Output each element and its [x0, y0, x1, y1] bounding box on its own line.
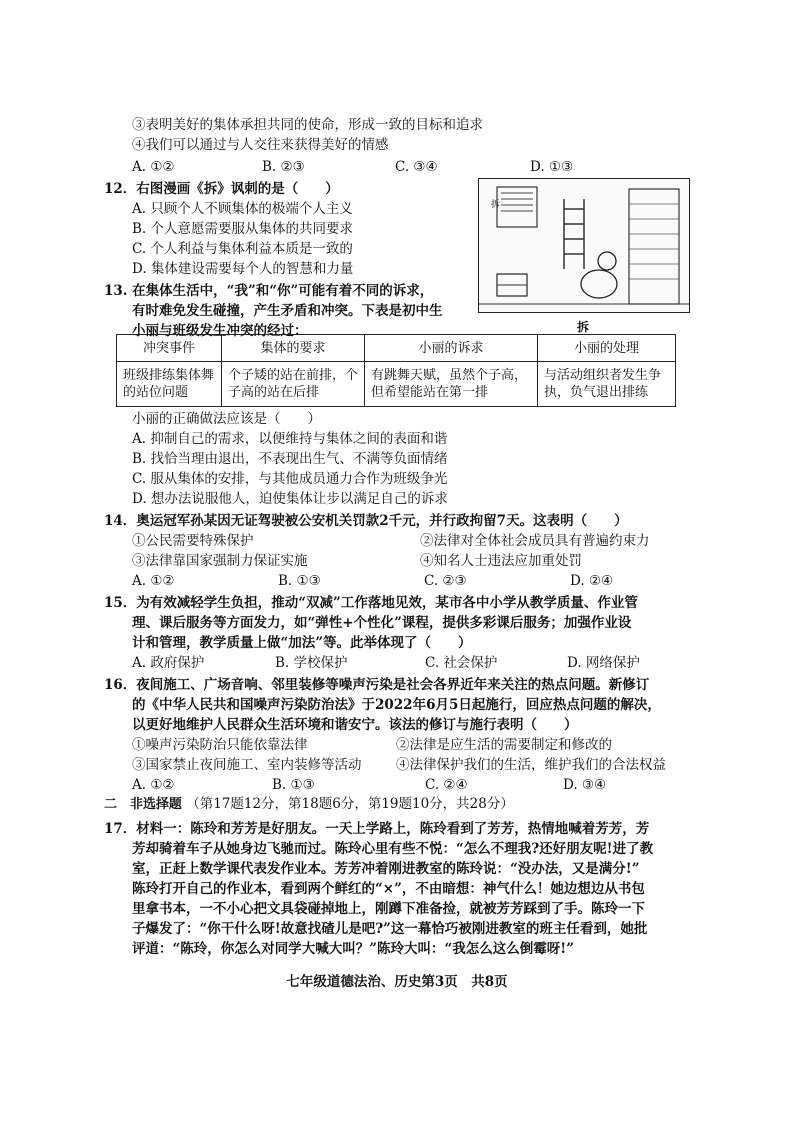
- q16-item-1: ①噪声污染防治只能依靠法律: [132, 737, 308, 753]
- q15-option-c: C. 社会保护: [425, 655, 498, 671]
- q11-item-4: ④我们可以通过与人交往来获得美好的情感: [132, 137, 389, 153]
- q13-stem-line-3: 小丽与班级发生冲突的经过：: [132, 323, 308, 339]
- q16-item-3: ③国家禁止夜间施工、室内装修等活动: [132, 757, 362, 773]
- q14-item-3: ③法律靠国家强制力保证实施: [132, 553, 308, 569]
- q17-line-7: 评道：“陈玲，你怎么对同学大喊大叫？”陈玲大叫：“我怎么这么倒霉呀!”: [132, 941, 574, 957]
- q12-option-b: B. 个人意愿需要服从集体的共同要求: [132, 221, 354, 237]
- q17-line-4: 陈玲打开自己的作业本，看到两个鲜红的“×”，不由暗想：神气什么！她边想边从书包: [132, 881, 645, 897]
- table-header: 集体的要求: [222, 335, 365, 362]
- table-cell: 班级排练集体舞的站位问题: [117, 362, 222, 407]
- q15-stem-line-1: 15．为有效减轻学生负担，推动“双减”工作落地见效，某市各中小学从教学质量、作业管: [104, 595, 638, 611]
- q11-item-3: ③表明美好的集体承担共同的使命，形成一致的目标和追求: [132, 117, 483, 133]
- table-header: 小丽的处理: [538, 335, 676, 362]
- q13-stem-line-2: 有时难免发生碰撞，产生矛盾和冲突。下表是初中生: [132, 303, 443, 319]
- q17-line-5: 里拿书本，一不小心把文具袋碰掉地上，刚蹲下准备捡，就被芳芳踩到了手。陈玲一下: [132, 901, 645, 917]
- q14-option-b: B. ①③: [278, 573, 321, 589]
- q15-option-b: B. 学校保护: [275, 655, 348, 671]
- section-note: （第17题12分，第18题6分，第19题10分，共28分）: [186, 796, 514, 812]
- table-row: [117, 362, 676, 407]
- q17-line-3: 室，正赶上数学课代表发作业本。芳芳冲着刚进教室的陈玲说：“没办法，又是满分!”: [132, 861, 640, 877]
- table-cell: 有跳舞天赋，虽然个子高，但希望能站在第一排: [365, 362, 538, 407]
- conflict-table: [116, 334, 676, 407]
- table-header-row: [117, 335, 676, 362]
- table-cell: 个子矮的站在前排，个子高的站在后排: [222, 362, 365, 407]
- cartoon-drawing: [479, 179, 689, 312]
- cartoon-caption: 拆: [577, 320, 590, 334]
- q13-option-a: A. 抑制自己的需求，以便维持与集体之间的表面和谐: [132, 431, 448, 447]
- q16-option-b: B. ①③: [272, 777, 315, 793]
- q16-stem-line-1: 16．夜间施工、广场音响、邻里装修等噪声污染是社会各界近年来关注的热点问题。新修订: [104, 677, 650, 693]
- q14-item-4: ④知名人士违法应加重处罚: [420, 553, 582, 569]
- q13-option-d: D. 想办法说服他人，迫使集体让步以满足自己的诉求: [132, 491, 448, 507]
- q17-line-6: 子爆发了：“你干什么呀!故意找碴儿是吧?”这一幕恰巧被刚进教室的班主任看到，她批: [132, 921, 648, 937]
- cartoon-image: [478, 178, 690, 313]
- svg-text:拆: 拆: [491, 200, 501, 210]
- q15-stem-line-2: 理、课后服务等方面发力，如“弹性+个性化”课程，提供多彩课后服务；加强作业设: [132, 615, 632, 631]
- q14-option-c: C. ②③: [424, 573, 467, 589]
- table-header: 小丽的诉求: [365, 335, 538, 362]
- q12-option-a: A. 只顾个人不顾集体的极端个人主义: [132, 201, 353, 217]
- section-number: 二: [104, 797, 118, 812]
- q11-option-d: D. ①③: [530, 159, 574, 175]
- q17-line-2: 芳却骑着车子从她身边飞驰而过。陈玲心里有些不悦：“怎么不理我?还好朋友呢!进了教: [132, 841, 654, 857]
- q14-item-2: ②法律对全体社会成员具有普遍约束力: [420, 533, 650, 549]
- q16-option-a: A. ①②: [132, 777, 175, 793]
- q15-option-a: A. 政府保护: [132, 655, 205, 671]
- section-heading: [104, 795, 514, 814]
- q15-option-d: D. 网络保护: [567, 655, 640, 671]
- q17-line-1: 17．材料一：陈玲和芳芳是好朋友。一天上学路上，陈玲看到了芳芳，热情地喊着芳芳，芳: [104, 821, 650, 837]
- page-footer: 七年级道德法治、历史第3页 共8页: [286, 974, 508, 990]
- q13-option-b: B. 找恰当理由退出，不表现出生气、不满等负面情绪: [132, 451, 448, 467]
- q16-stem-line-3: 以更好地维护人民群众生活环境和谐安宁。该法的修订与施行表明（ ）: [132, 717, 578, 733]
- q14-option-a: A. ①②: [132, 573, 175, 589]
- table-cell: 与活动组织者发生争执，负气退出排练: [538, 362, 676, 407]
- q13-question: 小丽的正确做法应该是（ ）: [132, 411, 321, 427]
- q16-item-2: ②法律是应生活的需要制定和修改的: [396, 737, 612, 753]
- q12-option-c: C. 个人利益与集体利益本质是一致的: [132, 241, 353, 257]
- q16-option-c: C. ②④: [425, 777, 468, 793]
- q11-option-c: C. ③④: [395, 159, 438, 175]
- q12-option-d: D. 集体建设需要每个人的智慧和力量: [132, 261, 354, 277]
- table-header: 冲突事件: [117, 335, 222, 362]
- q15-stem-line-3: 计和管理，教学质量上做“加法”等。此举体现了（ ）: [132, 635, 472, 651]
- q11-option-a: A. ①②: [132, 159, 175, 175]
- q11-option-b: B. ②③: [262, 159, 305, 175]
- q16-stem-line-2: 的《中华人民共和国噪声污染防治法》于2022年6月5日起施行，回应热点问题的解决，: [132, 697, 661, 713]
- section-title: 非选择题: [129, 797, 182, 812]
- q13-option-c: C. 服从集体的安排，与其他成员通力合作为班级争光: [132, 471, 448, 487]
- q14-option-d: D. ②④: [570, 573, 614, 589]
- q14-item-1: ①公民需要特殊保护: [132, 533, 254, 549]
- q16-option-d: D. ③④: [563, 777, 607, 793]
- q14-stem: 14．奥运冠军孙某因无证驾驶被公安机关罚款2千元，并行政拘留7天。这表明（ ）: [104, 513, 628, 529]
- q12-stem: 12．右图漫画《拆》讽刺的是（ ）: [104, 181, 339, 197]
- q16-item-4: ④法律保护我们的生活，维护我们的合法权益: [396, 757, 666, 773]
- q13-stem-line-1: 13. 在集体生活中，“我”和“你”可能有着不同的诉求，: [104, 283, 434, 299]
